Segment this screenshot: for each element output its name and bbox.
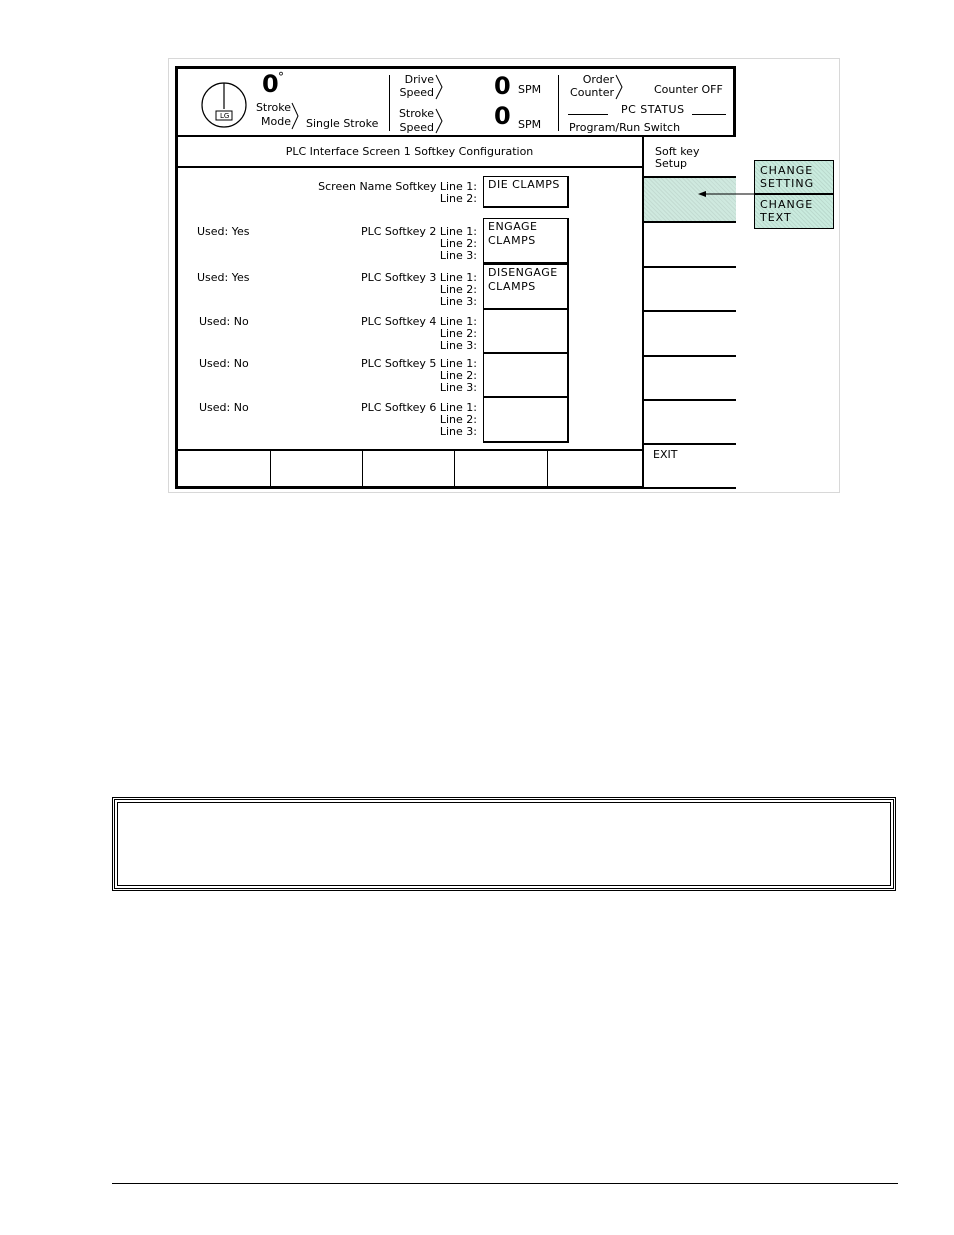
softkey-2-text-line1: ENGAGE: [488, 220, 538, 233]
softkey-4-text-field[interactable]: [483, 309, 569, 354]
softkey-3-line2-label: Line 2:: [439, 283, 477, 296]
note-box-inner: [117, 802, 891, 886]
drive-speed-label-2: Speed: [399, 86, 434, 99]
softkey-4-line3-label: Line 3:: [439, 339, 477, 352]
change-setting-line1: CHANGE: [760, 164, 814, 177]
softkey-5-used: Used: No: [199, 357, 249, 370]
softkey-4-used: Used: No: [199, 315, 249, 328]
change-text-callout[interactable]: [754, 194, 834, 229]
function-key-1[interactable]: [178, 451, 271, 487]
softkey-5-line1-label: PLC Softkey 5 Line 1:: [360, 357, 477, 370]
side-softkey-2[interactable]: [644, 223, 736, 266]
softkey-6-text-line3: [484, 400, 567, 401]
softkey-5-text-field[interactable]: [483, 353, 569, 398]
softkey-5-line3-label: Line 3:: [439, 381, 477, 394]
softkey-4-text-line3: [484, 312, 567, 313]
softkey-menu-title-line2: Setup: [655, 157, 688, 170]
softkey-3-line3-label: Line 3:: [439, 295, 477, 308]
function-key-5[interactable]: [548, 451, 643, 487]
screen-name-text-line1: DIE CLAMPS: [488, 178, 560, 191]
drive-speed-label: Drive: [404, 73, 434, 86]
status-header: [178, 69, 733, 137]
change-setting-line2: SETTING: [760, 177, 815, 190]
change-setting-callout[interactable]: [754, 160, 834, 194]
softkey-5-text-line3: [484, 356, 567, 357]
order-counter-label: Order: [582, 73, 614, 86]
stroke-speed-value: 0: [494, 102, 511, 130]
clock-dial-icon: [200, 81, 248, 129]
drive-speed-value: 0: [494, 72, 511, 100]
pc-status-value: Program/Run Switch: [569, 121, 681, 134]
drive-speed-unit: SPM: [518, 83, 542, 96]
screen-name-text-line2: [484, 191, 567, 192]
softkey-3-text-line2: CLAMPS: [488, 280, 536, 293]
softkey-menu-title: [644, 137, 736, 176]
side-softkey-3[interactable]: [644, 268, 736, 310]
softkey-4-line2-label: Line 2:: [439, 327, 477, 340]
softkey-3-text-line3: [484, 293, 567, 294]
softkey-2-line3-label: Line 3:: [439, 249, 477, 262]
function-key-4[interactable]: [455, 451, 548, 487]
screen-name-line1-label: Screen Name Softkey Line 1:: [318, 180, 477, 193]
callout-arrow-icon: [698, 188, 758, 200]
function-key-2[interactable]: [271, 451, 363, 487]
side-softkey-5[interactable]: [644, 357, 736, 399]
softkey-3-text-line1: DISENGAGE: [488, 266, 558, 279]
change-text-line2: TEXT: [760, 211, 792, 224]
stroke-mode-value: Single Stroke: [306, 117, 379, 130]
softkey-2-line1-label: PLC Softkey 2 Line 1:: [360, 225, 477, 238]
crank-angle-unit: °: [278, 70, 284, 84]
exit-label: EXIT: [653, 448, 678, 461]
stroke-speed-chevron-icon: [435, 108, 443, 134]
side-softkey-6[interactable]: [644, 401, 736, 443]
softkey-menu-title-line1: Soft key: [655, 145, 700, 158]
softkey-3-text-field[interactable]: [483, 264, 569, 310]
softkey-3-used: Used: Yes: [197, 271, 250, 284]
exit-softkey[interactable]: [644, 445, 736, 487]
stroke-mode-chevron-icon: [291, 102, 299, 130]
side-softkey-4[interactable]: [644, 312, 736, 355]
crank-angle-value: 0: [262, 70, 279, 98]
softkey-3-line1-label: PLC Softkey 3 Line 1:: [360, 271, 477, 284]
function-key-3[interactable]: [363, 451, 455, 487]
softkey-6-line3-label: Line 3:: [439, 425, 477, 438]
softkey-2-text-line3: [484, 247, 567, 248]
order-counter-chevron-icon: [615, 74, 623, 100]
screen-title: PLC Interface Screen 1 Softkey Configuration: [285, 145, 534, 158]
change-text-line1: CHANGE: [760, 198, 814, 211]
drive-speed-chevron-icon: [435, 74, 443, 100]
stroke-speed-label-2: Speed: [399, 121, 434, 134]
softkey-6-text-field[interactable]: [483, 397, 569, 443]
footer-rule: [112, 1183, 898, 1184]
softkey-4-line1-label: PLC Softkey 4 Line 1:: [360, 315, 477, 328]
softkey-2-text-field[interactable]: [483, 218, 569, 264]
order-counter-label-2: Counter: [570, 86, 614, 99]
stroke-speed-unit: SPM: [518, 118, 542, 131]
softkey-2-line2-label: Line 2:: [439, 237, 477, 250]
plc-softkey-config-screen: [175, 66, 736, 489]
pc-status-label: PC STATUS: [621, 103, 685, 116]
softkey-2-used: Used: Yes: [197, 225, 250, 238]
softkey-6-line2-label: Line 2:: [439, 413, 477, 426]
softkey-6-used: Used: No: [199, 401, 249, 414]
note-box: [112, 797, 896, 891]
clock-label: LG: [220, 112, 230, 120]
stroke-speed-label: Stroke: [398, 107, 434, 120]
screen-name-line2-label: Line 2:: [439, 192, 477, 205]
stroke-mode-label: Stroke: [255, 101, 291, 114]
screen-name-text-field[interactable]: [483, 176, 569, 208]
softkey-2-text-line2: CLAMPS: [488, 234, 536, 247]
counter-status: Counter OFF: [654, 83, 723, 96]
stroke-mode-label-2: Mode: [261, 115, 291, 128]
softkey-5-line2-label: Line 2:: [439, 369, 477, 382]
softkey-6-line1-label: PLC Softkey 6 Line 1:: [360, 401, 477, 414]
